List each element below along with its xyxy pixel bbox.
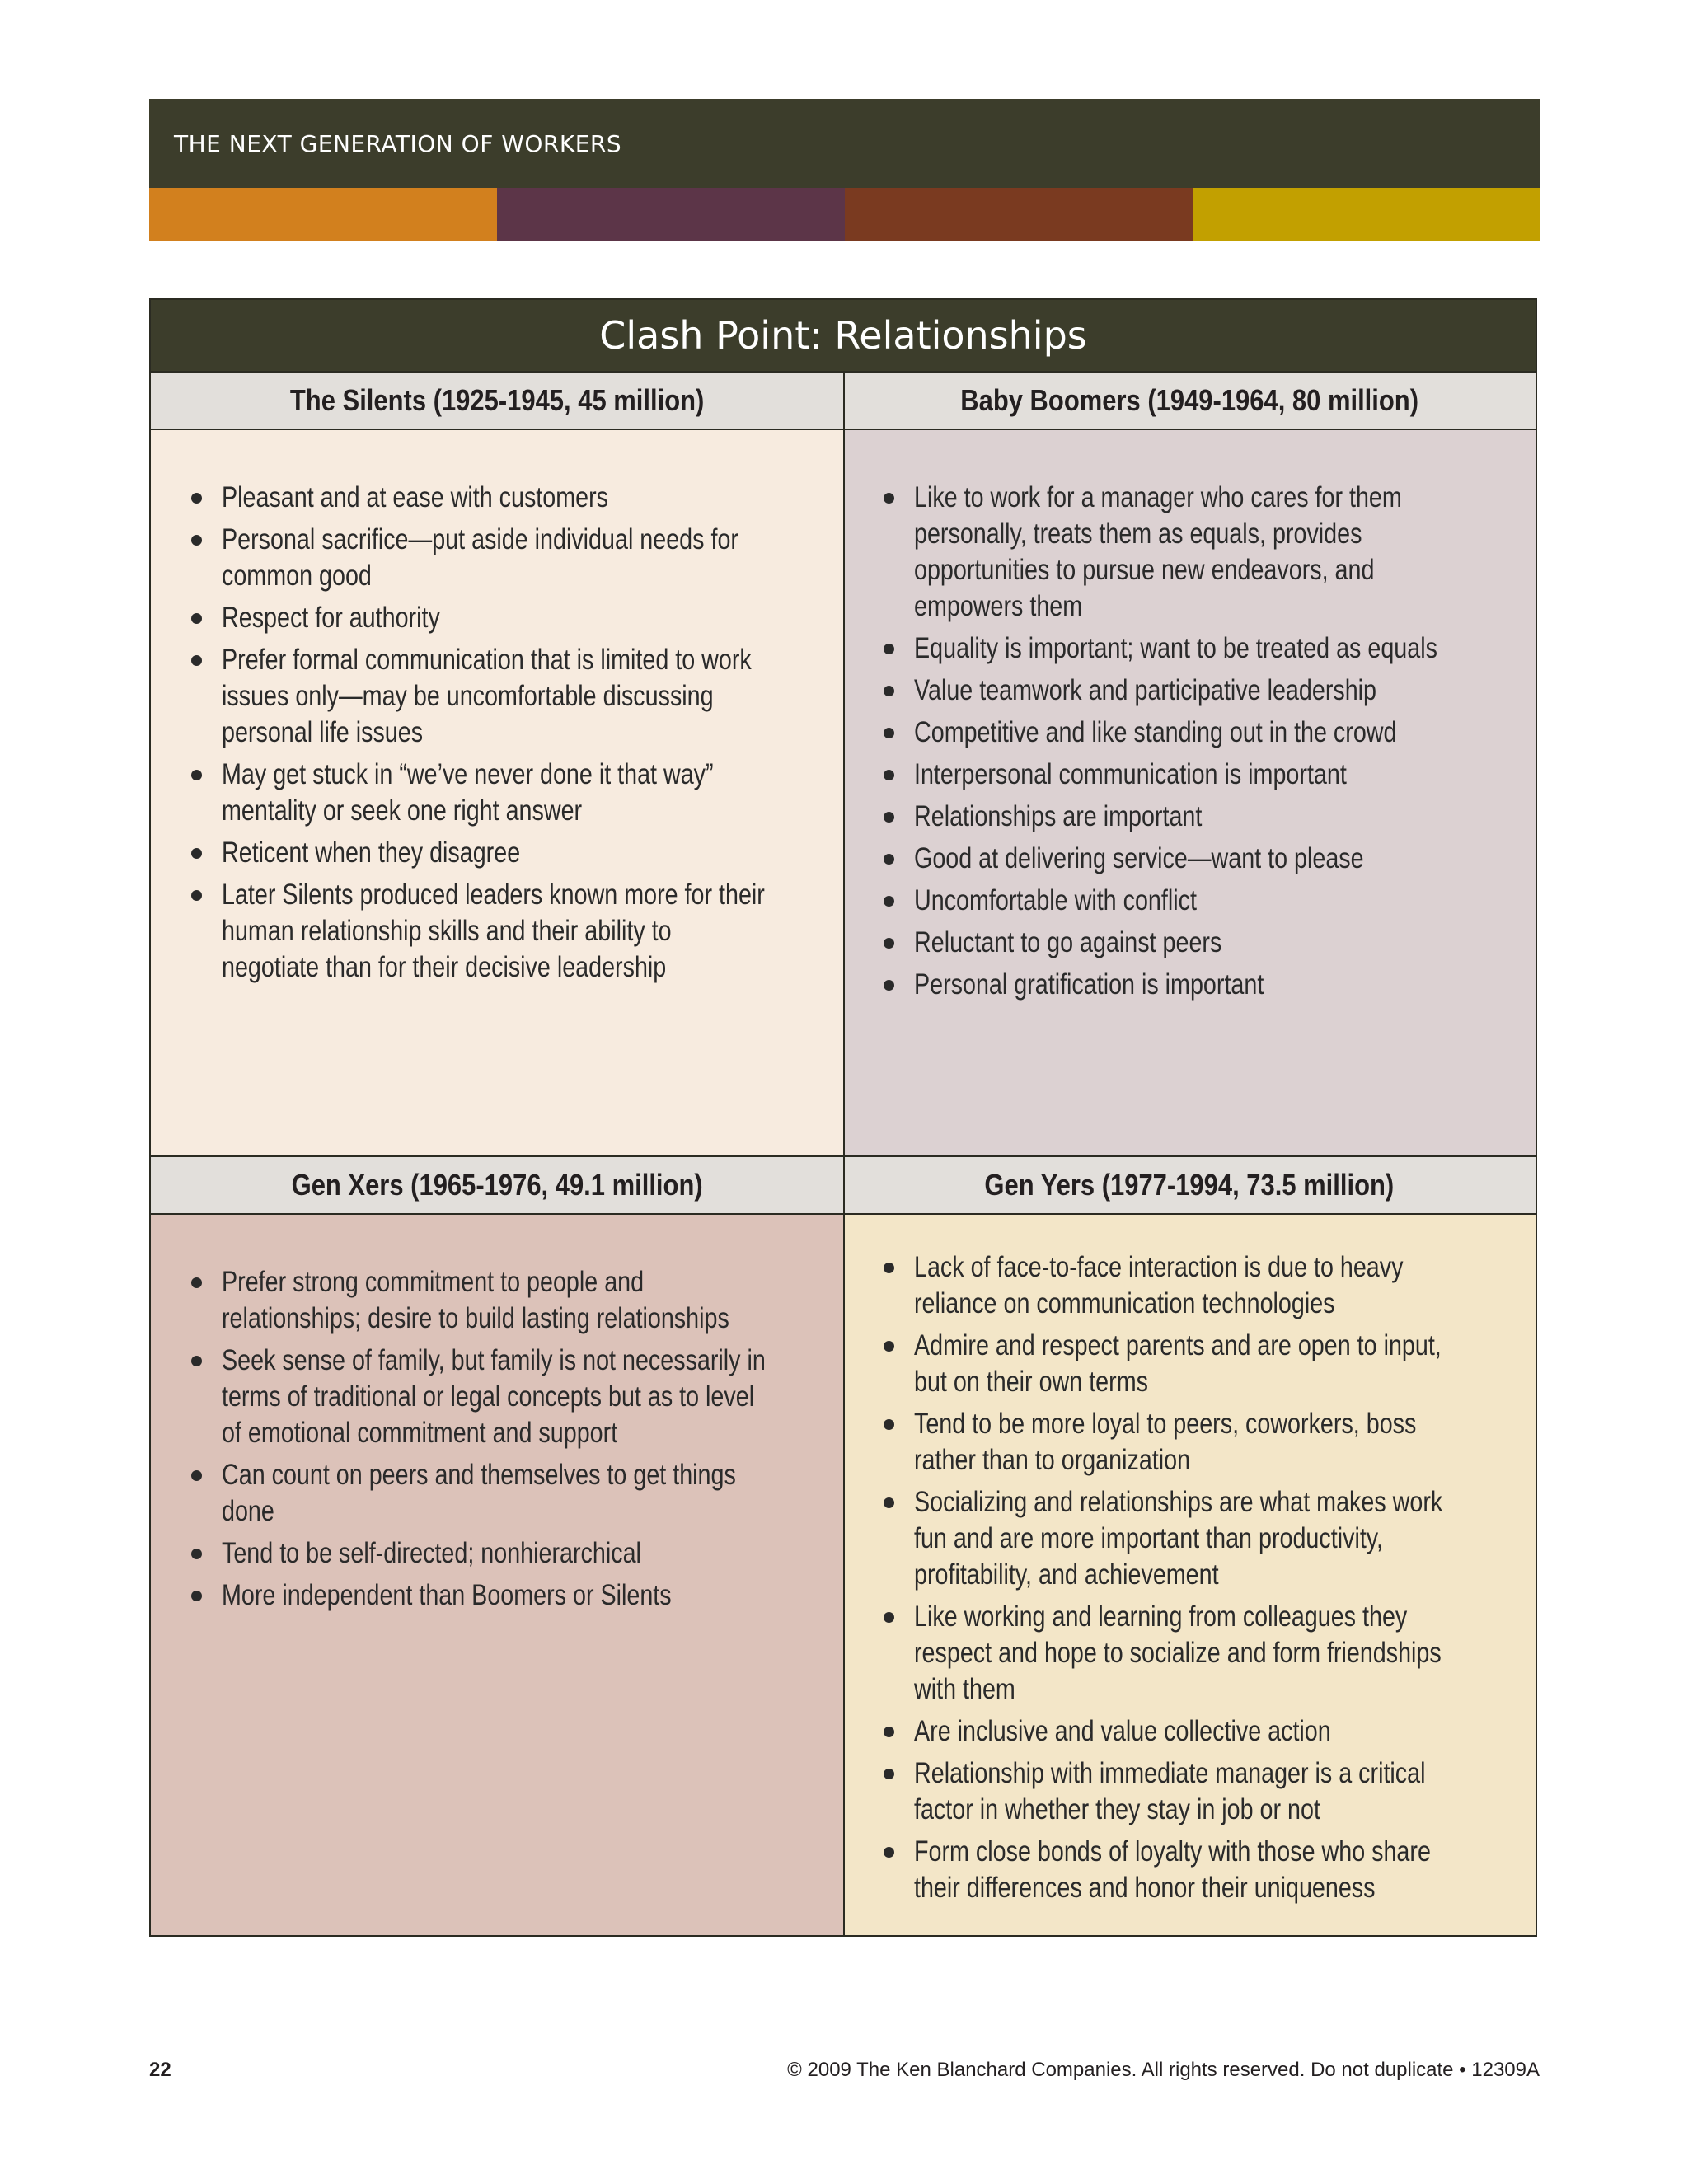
- bullet-item: Tend to be self-directed; nonhierarchical: [189, 1535, 766, 1572]
- bullet-item: Are inclusive and value collective action: [881, 1713, 1458, 1750]
- quadrant-body-boomers: [845, 430, 1536, 1155]
- bullet-item: Prefer strong commitment to people and relationships; desire to build lasting relationships: [189, 1264, 766, 1337]
- bullet-item: Later Silents produced leaders known more for their human relationship skills and their ability to negotiate than for their decisive leadership: [189, 877, 766, 986]
- bullet-item: Seek sense of family, but family is not necessarily in terms of traditional or legal concepts but as to level of emotional commitment and support: [189, 1343, 766, 1451]
- bullet-list-genx: [189, 1264, 766, 1619]
- bullet-item: Prefer formal communication that is limited to work issues only—may be uncomfortable discussing personal life issues: [189, 642, 766, 751]
- bullet-item: Personal gratification is important: [881, 967, 1458, 1003]
- quadrant-heading-silents: The Silents (1925-1945, 45 million): [151, 371, 843, 430]
- bullet-list-silents: [189, 480, 766, 991]
- bullet-item: Pleasant and at ease with customers: [189, 480, 766, 516]
- bullet-item: Relationship with immediate manager is a critical factor in whether they stay in job or not: [881, 1755, 1458, 1828]
- quadrant-heading-boomers: Baby Boomers (1949-1964, 80 million): [843, 371, 1536, 430]
- bullet-item: Equality is important; want to be treated as equals: [881, 630, 1458, 667]
- quadrant-body-silents: [151, 430, 843, 1155]
- bullet-item: Admire and respect parents and are open to input, but on their own terms: [881, 1328, 1458, 1400]
- color-strip-segment-2: [497, 188, 845, 241]
- bullet-item: Relationships are important: [881, 799, 1458, 835]
- bullet-item: Respect for authority: [189, 600, 766, 636]
- bullet-item: Uncomfortable with conflict: [881, 883, 1458, 919]
- header-title: THE NEXT GENERATION OF WORKERS: [174, 130, 622, 157]
- bullet-item: Reluctant to go against peers: [881, 925, 1458, 961]
- copyright-notice: © 2009 The Ken Blanchard Companies. All rights reserved. Do not duplicate • 12309A: [787, 2059, 1540, 2081]
- color-strip-segment-1: [149, 188, 497, 241]
- bullet-list-geny: [881, 1249, 1458, 1912]
- color-strip-segment-3: [845, 188, 1193, 241]
- bullet-item: Tend to be more loyal to peers, coworkers, boss rather than to organization: [881, 1406, 1458, 1479]
- bullet-item: Lack of face-to-face interaction is due to heavy reliance on communication technologies: [881, 1249, 1458, 1322]
- bullet-item: Interpersonal communication is important: [881, 757, 1458, 793]
- bullet-item: Like to work for a manager who cares for them personally, treats them as equals, provides opportunities to pursue new endeavors, and empowers them: [881, 480, 1458, 625]
- quadrant-heading-geny: Gen Yers (1977-1994, 73.5 million): [843, 1155, 1536, 1215]
- bullet-item: Competitive and like standing out in the crowd: [881, 715, 1458, 751]
- bullet-item: Reticent when they disagree: [189, 835, 766, 871]
- bullet-item: Form close bonds of loyalty with those who share their differences and honor their uniqueness: [881, 1834, 1458, 1906]
- color-strip: [149, 188, 1540, 241]
- quadrant-body-genx: [151, 1215, 843, 1935]
- clash-point-table: [149, 298, 1537, 1937]
- bullet-item: Like working and learning from colleagues they respect and hope to socialize and form friendships with them: [881, 1599, 1458, 1708]
- bullet-item: More independent than Boomers or Silents: [189, 1577, 766, 1614]
- header-band: [149, 99, 1540, 188]
- bullet-item: Personal sacrifice—put aside individual needs for common good: [189, 522, 766, 594]
- table-title: Clash Point: Relationships: [151, 300, 1536, 371]
- quadrant-heading-genx: Gen Xers (1965-1976, 49.1 million): [151, 1155, 843, 1215]
- bullet-item: Can count on peers and themselves to get things done: [189, 1457, 766, 1530]
- bullet-list-boomers: [881, 480, 1458, 1009]
- bullet-item: Good at delivering service—want to please: [881, 841, 1458, 877]
- quadrant-body-geny: [845, 1215, 1536, 1935]
- bullet-item: Value teamwork and participative leadership: [881, 673, 1458, 709]
- color-strip-segment-4: [1193, 188, 1540, 241]
- bullet-item: May get stuck in “we’ve never done it that way” mentality or seek one right answer: [189, 757, 766, 829]
- bullet-item: Socializing and relationships are what makes work fun and are more important than productivity, profitability, and achievement: [881, 1484, 1458, 1593]
- column-divider: [843, 371, 845, 1935]
- page-number: 22: [149, 2059, 171, 2081]
